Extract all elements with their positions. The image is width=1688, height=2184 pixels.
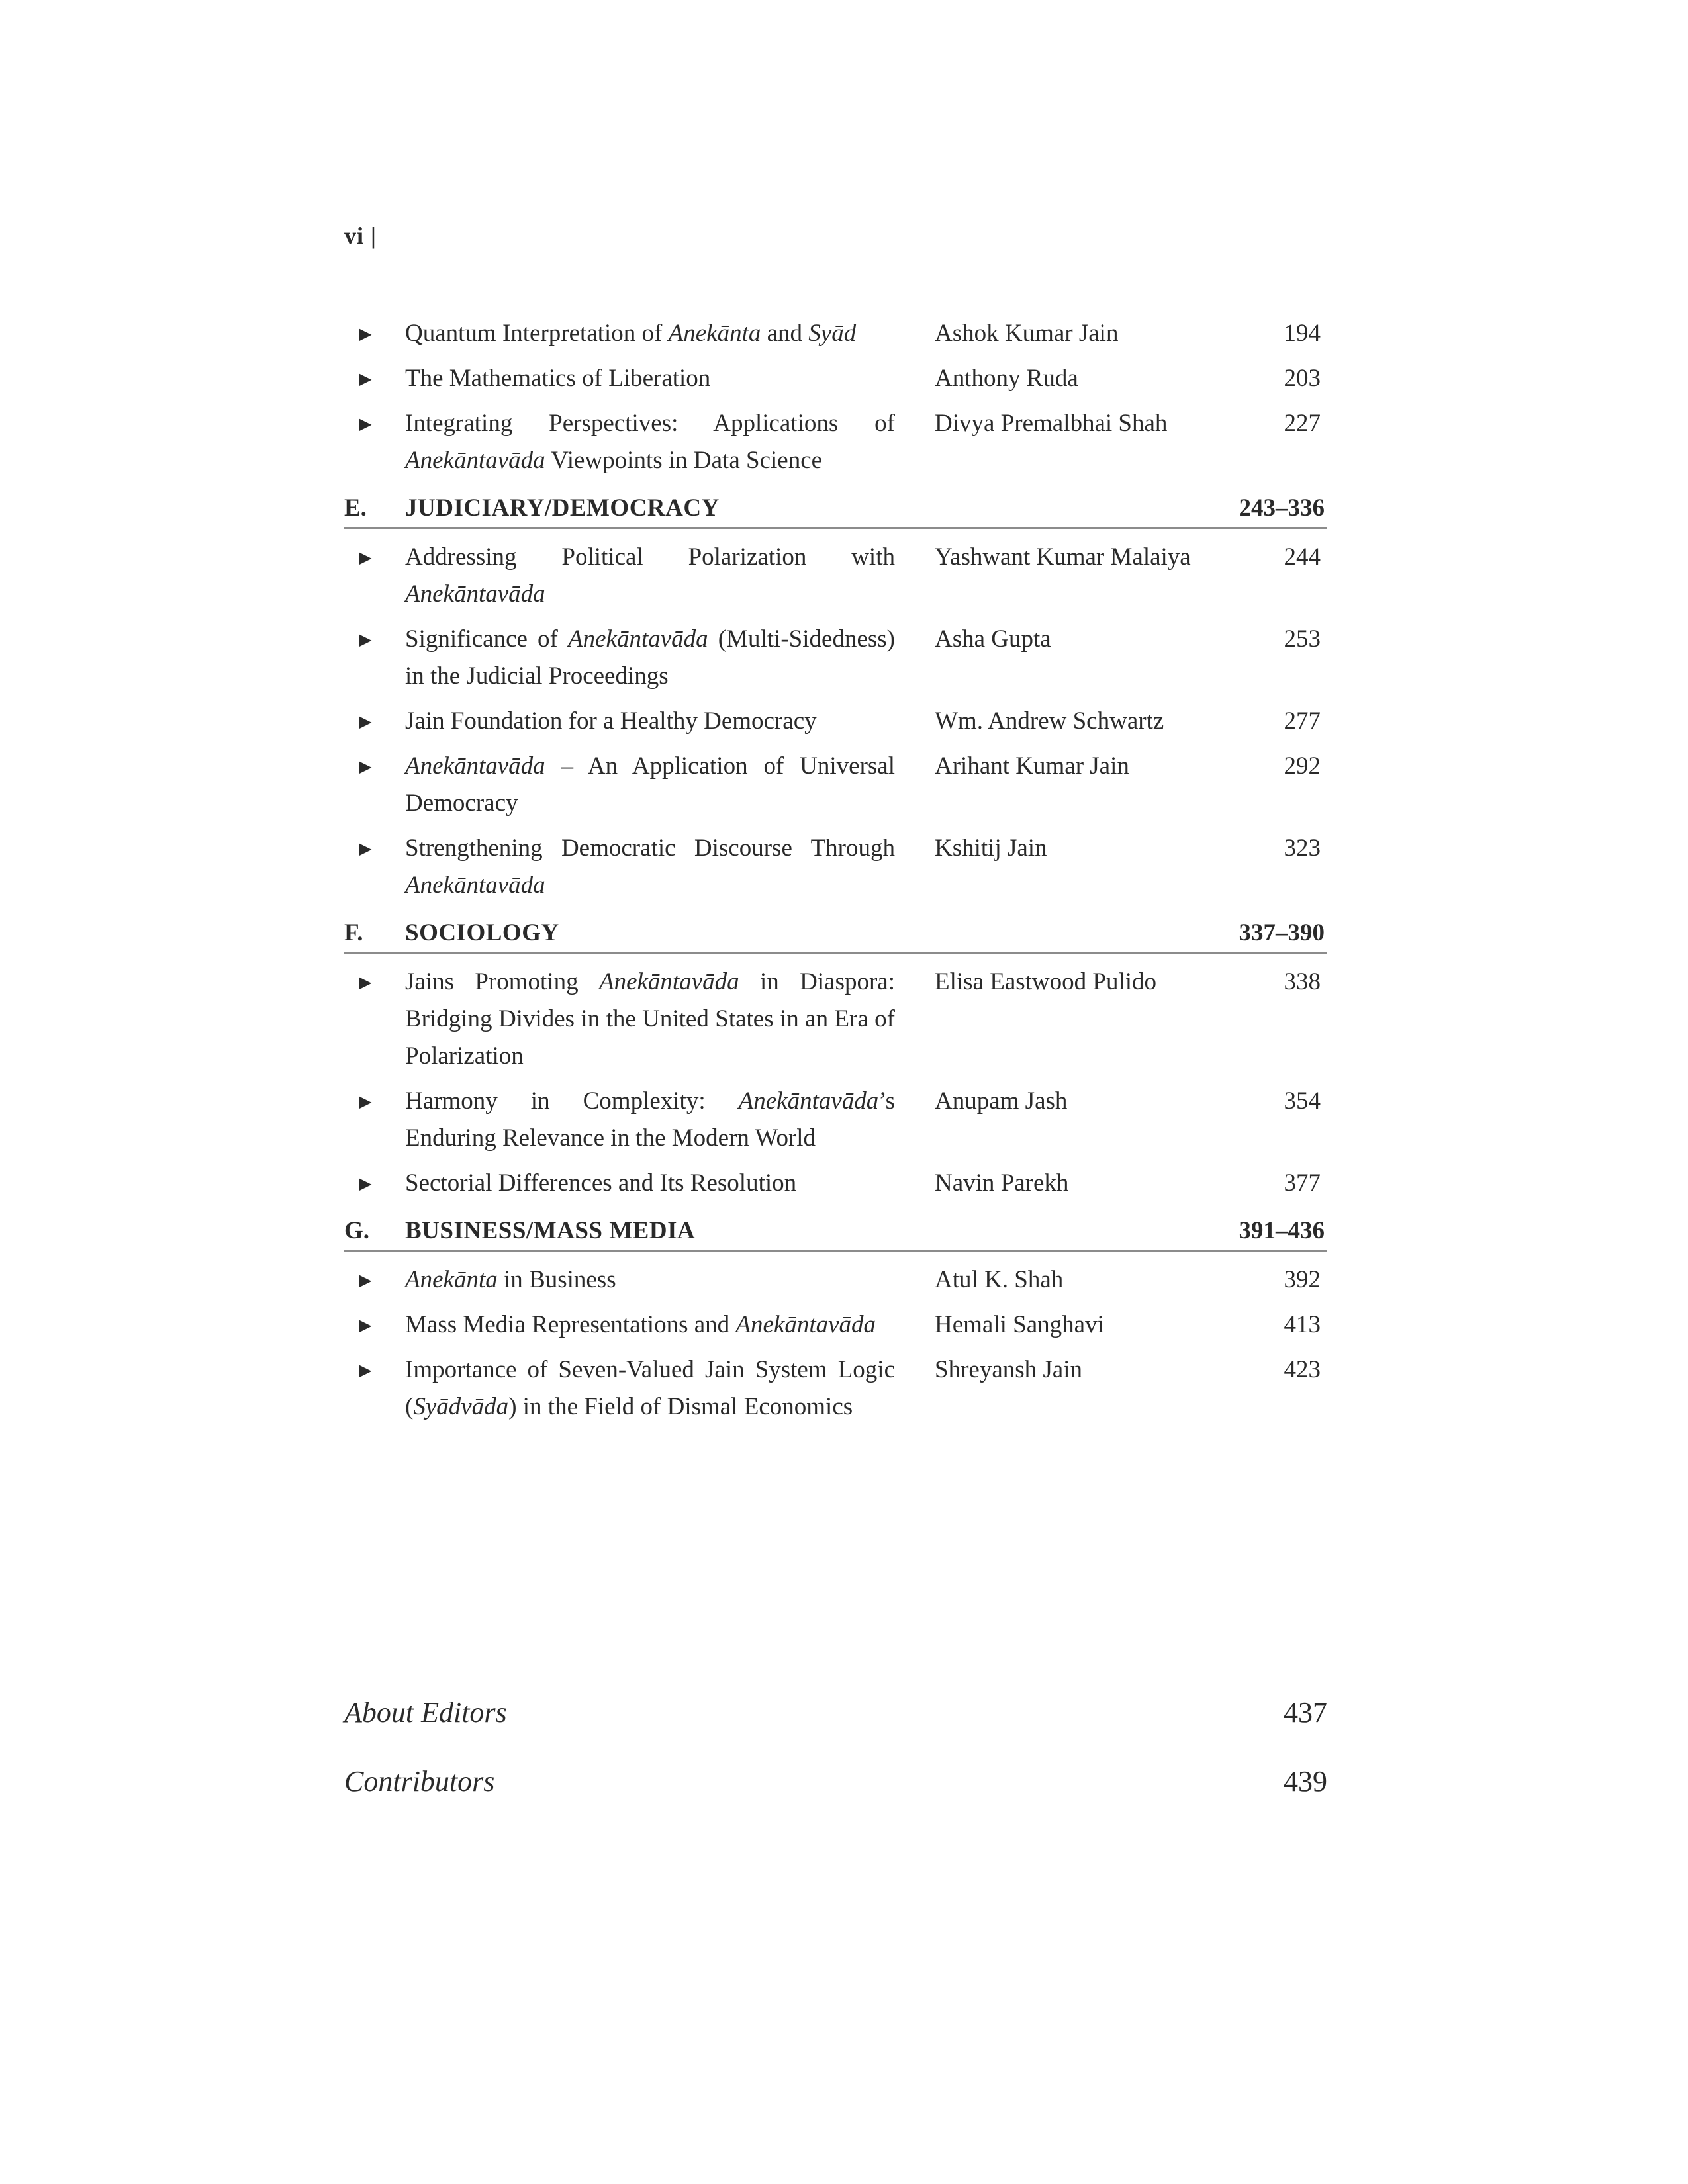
entry-title-text: Strengthening Democratic Discourse Through xyxy=(405,835,895,862)
toc-entry[interactable] xyxy=(344,315,1327,352)
entry-title-text: Viewpoints in Data Science xyxy=(545,447,823,474)
entry-title-text: Sectorial Differences and Its Resolution xyxy=(405,1169,797,1197)
back-matter-about-editors[interactable] xyxy=(344,1696,1327,1729)
entry-title-text: Integrating Perspectives: Applications of xyxy=(405,410,895,437)
entry-author: Atul K. Shah xyxy=(935,1266,1064,1293)
section-letter: F. xyxy=(344,919,363,946)
bullet-arrow-icon: ► xyxy=(355,837,376,860)
entry-title xyxy=(405,830,895,904)
entry-page-number: 277 xyxy=(1284,707,1321,735)
bullet-arrow-icon: ► xyxy=(355,709,376,733)
entry-page-number: 203 xyxy=(1284,365,1321,392)
entry-title xyxy=(405,1083,895,1157)
entry-title-italic: Anekāntavāda xyxy=(735,1311,876,1338)
toc-entry[interactable] xyxy=(344,1083,1327,1157)
entry-author: Ashok Kumar Jain xyxy=(935,320,1119,347)
table-of-contents xyxy=(344,315,1327,1433)
bullet-arrow-icon: ► xyxy=(355,545,376,569)
entry-title-italic: Anekāntavāda xyxy=(405,447,545,474)
entry-title-italic: Anekāntavāda xyxy=(405,580,545,608)
back-matter-page: 439 xyxy=(1284,1765,1327,1797)
toc-entry[interactable] xyxy=(344,360,1327,397)
toc-entry[interactable] xyxy=(344,1306,1327,1343)
entry-author: Navin Parekh xyxy=(935,1169,1069,1197)
bullet-arrow-icon: ► xyxy=(355,1171,376,1195)
entry-page-number: 354 xyxy=(1284,1087,1321,1115)
back-matter-contributors[interactable] xyxy=(344,1764,1327,1798)
entry-title xyxy=(405,621,895,695)
entry-title-text: Mass Media Representations and xyxy=(405,1311,736,1338)
entry-title-italic: Anekāntavāda xyxy=(598,968,739,995)
entry-title xyxy=(405,1261,895,1298)
entry-page-number: 253 xyxy=(1284,625,1321,653)
entry-author: Hemali Sanghavi xyxy=(935,1311,1104,1338)
entry-title-text: Importance of Seven-Valued Jain System Logic ( xyxy=(405,1356,895,1420)
entry-title-italic: Anekāntavāda xyxy=(405,872,545,899)
back-matter-title: About Editors xyxy=(344,1696,507,1729)
section-letter: E. xyxy=(344,494,367,522)
section-heading[interactable] xyxy=(344,491,1327,529)
entry-author: Anupam Jash xyxy=(935,1087,1068,1115)
entry-page-number: 338 xyxy=(1284,968,1321,995)
entry-title-text: ’s Enduring Relevance in the Modern World xyxy=(405,1087,895,1152)
entry-author: Divya Premalbhai Shah xyxy=(935,410,1168,437)
toc-entry[interactable] xyxy=(344,1165,1327,1202)
entry-title-italic: Anekāntavāda xyxy=(405,752,545,780)
entry-title-text: Addressing Political Polarization with xyxy=(405,543,895,570)
section-page-range: 243–336 xyxy=(1239,494,1325,522)
entry-title xyxy=(405,1165,895,1202)
entry-title xyxy=(405,703,895,740)
back-matter-page: 437 xyxy=(1284,1696,1327,1729)
entry-title xyxy=(405,748,895,822)
page-header: vi | xyxy=(344,222,377,249)
toc-entry[interactable] xyxy=(344,405,1327,479)
entry-title xyxy=(405,964,895,1075)
entry-title xyxy=(405,405,895,479)
entry-title-text: in Business xyxy=(497,1266,616,1293)
entry-page-number: 323 xyxy=(1284,835,1321,862)
entry-page-number: 377 xyxy=(1284,1169,1321,1197)
entry-title-italic: Syādvāda xyxy=(413,1393,509,1420)
entry-title-text: The Mathematics of Liberation xyxy=(405,365,711,392)
entry-page-number: 194 xyxy=(1284,320,1321,347)
entry-title-text: – An Application of Universal Democracy xyxy=(405,752,895,817)
bullet-arrow-icon: ► xyxy=(355,970,376,994)
entry-author: Elisa Eastwood Pulido xyxy=(935,968,1157,995)
entry-title-text: in Diaspora: Bridging Divides in the United States in an Era of Polarization xyxy=(405,968,895,1069)
entry-page-number: 292 xyxy=(1284,752,1321,780)
toc-entry[interactable] xyxy=(344,830,1327,904)
entry-title-italic: Anekānta xyxy=(405,1266,498,1293)
entry-title-text: and xyxy=(761,320,809,347)
entry-title xyxy=(405,360,895,397)
entry-title-italic: Anekāntavāda xyxy=(568,625,708,653)
section-page-range: 391–436 xyxy=(1239,1217,1325,1244)
entry-page-number: 392 xyxy=(1284,1266,1321,1293)
entry-title-text: Jains Promoting xyxy=(405,968,599,995)
entry-author: Shreyansh Jain xyxy=(935,1356,1082,1383)
entry-title-text: Jain Foundation for a Healthy Democracy xyxy=(405,707,817,735)
entry-author: Anthony Ruda xyxy=(935,365,1078,392)
entry-page-number: 413 xyxy=(1284,1311,1321,1338)
entry-title-text: Quantum Interpretation of xyxy=(405,320,669,347)
toc-entry[interactable] xyxy=(344,748,1327,822)
entry-title xyxy=(405,1306,895,1343)
entry-author: Asha Gupta xyxy=(935,625,1051,653)
entry-title-italic: Syād xyxy=(808,320,857,347)
entry-title-text: Significance of xyxy=(405,625,569,653)
entry-author: Yashwant Kumar Malaiya xyxy=(935,543,1191,570)
section-title: BUSINESS/MASS MEDIA xyxy=(405,1217,696,1244)
toc-entry[interactable] xyxy=(344,1351,1327,1426)
entry-title-text: (Multi-Sidedness) in the Judicial Proceedings xyxy=(405,625,896,690)
bullet-arrow-icon: ► xyxy=(355,367,376,390)
toc-entry[interactable] xyxy=(344,621,1327,695)
bullet-arrow-icon: ► xyxy=(355,627,376,651)
section-page-range: 337–390 xyxy=(1239,919,1325,946)
toc-entry[interactable] xyxy=(344,1261,1327,1298)
entry-author: Kshitij Jain xyxy=(935,835,1047,862)
entry-page-number: 423 xyxy=(1284,1356,1321,1383)
section-heading[interactable] xyxy=(344,916,1327,954)
toc-entry[interactable] xyxy=(344,964,1327,1075)
section-heading[interactable] xyxy=(344,1214,1327,1252)
toc-entry[interactable] xyxy=(344,703,1327,740)
entry-title-text: Harmony in Complexity: xyxy=(405,1087,739,1115)
section-title: JUDICIARY/DEMOCRACY xyxy=(405,494,720,522)
bullet-arrow-icon: ► xyxy=(355,1313,376,1337)
entry-page-number: 244 xyxy=(1284,543,1321,570)
entry-title xyxy=(405,539,895,613)
toc-entry[interactable] xyxy=(344,539,1327,613)
bullet-arrow-icon: ► xyxy=(355,412,376,435)
entry-page-number: 227 xyxy=(1284,410,1321,437)
bullet-arrow-icon: ► xyxy=(355,754,376,778)
entry-title-italic: Anekāntavāda xyxy=(738,1087,879,1115)
bullet-arrow-icon: ► xyxy=(355,1268,376,1292)
entry-title-italic: Anekānta xyxy=(668,320,761,347)
entry-author: Arihant Kumar Jain xyxy=(935,752,1129,780)
entry-title xyxy=(405,1351,895,1426)
bullet-arrow-icon: ► xyxy=(355,322,376,345)
entry-author: Wm. Andrew Schwartz xyxy=(935,707,1164,735)
bullet-arrow-icon: ► xyxy=(355,1089,376,1113)
entry-title xyxy=(405,315,895,352)
entry-title-text: ) in the Field of Dismal Economics xyxy=(508,1393,853,1420)
section-letter: G. xyxy=(344,1217,370,1244)
back-matter-title: Contributors xyxy=(344,1765,495,1797)
section-title: SOCIOLOGY xyxy=(405,919,559,946)
bullet-arrow-icon: ► xyxy=(355,1358,376,1382)
